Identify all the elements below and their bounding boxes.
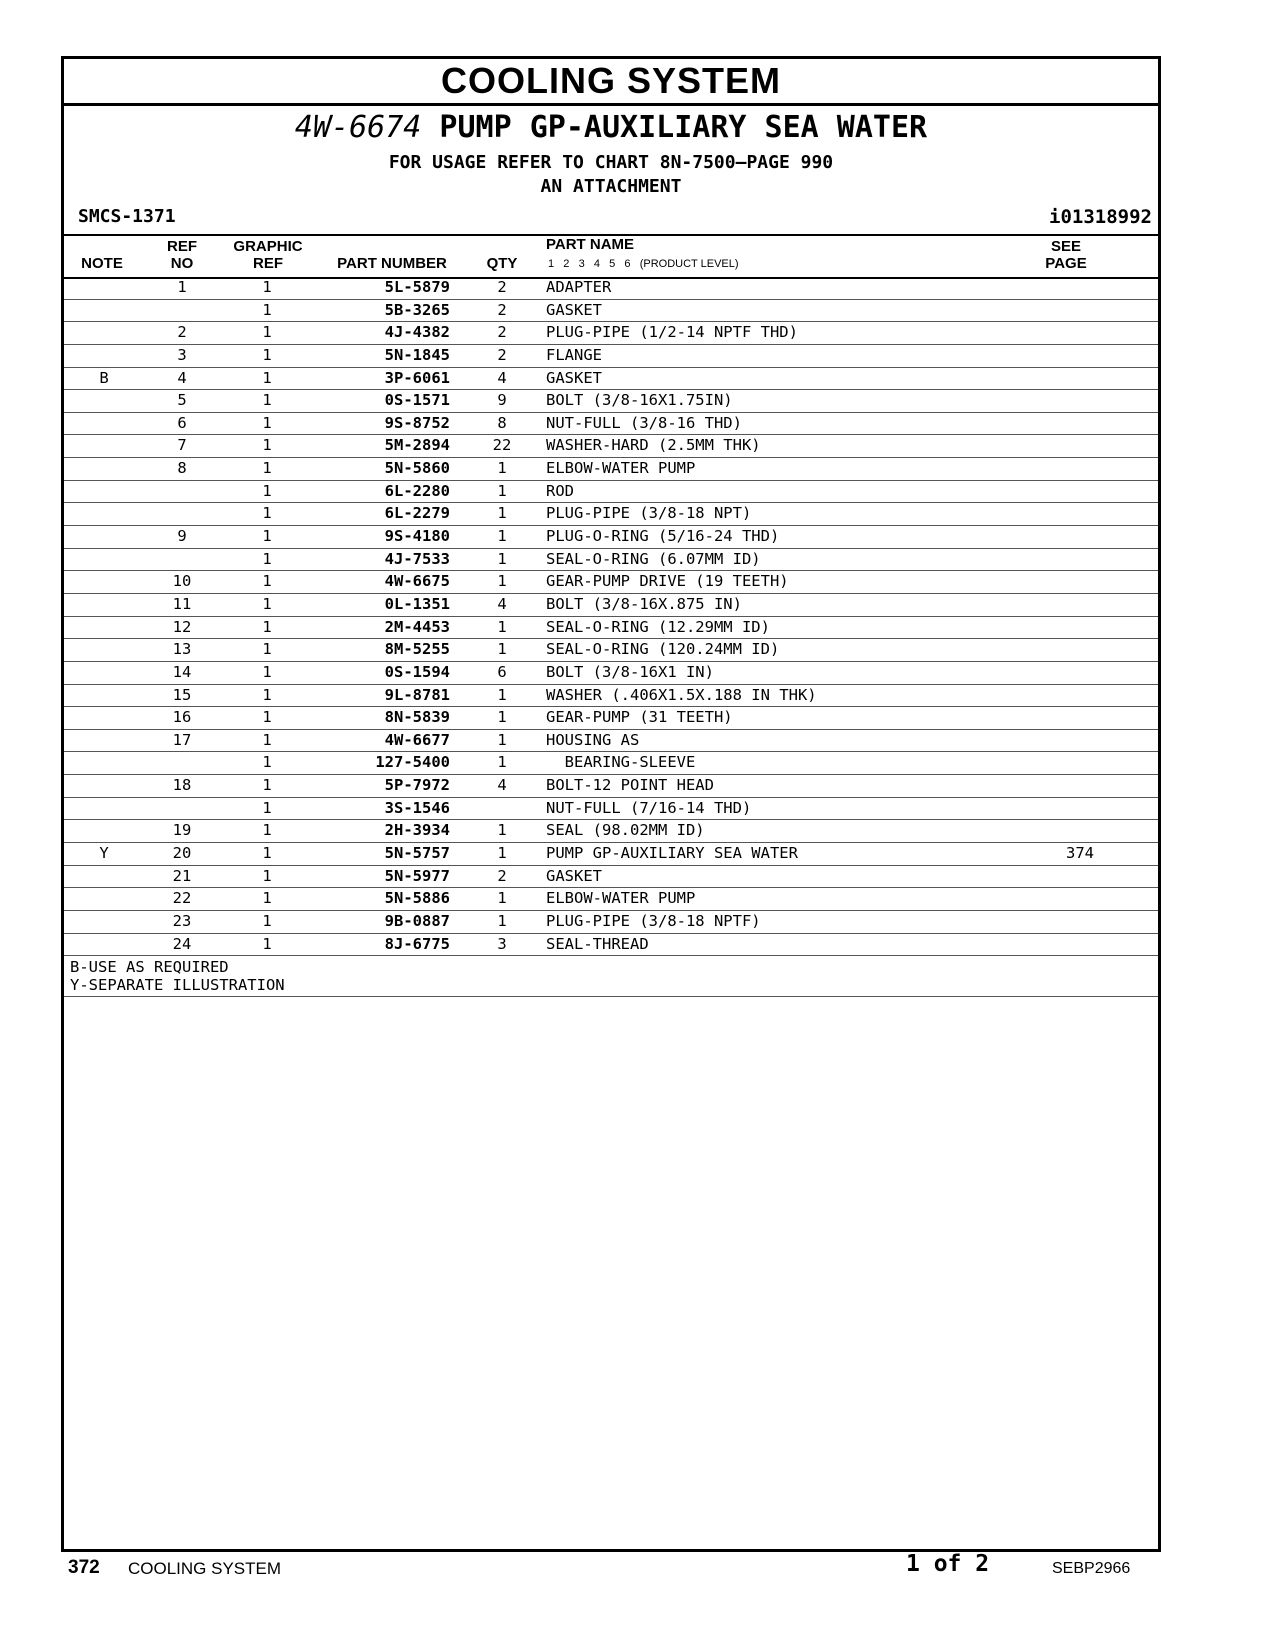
table-row xyxy=(64,413,1158,436)
cell-name: SEAL-THREAD xyxy=(546,934,649,953)
cell-graphic: 1 xyxy=(262,300,272,319)
group-title xyxy=(64,111,1158,145)
group-name: PUMP GP-AUXILIARY SEA WATER xyxy=(439,110,928,145)
cell-graphic: 1 xyxy=(262,776,272,795)
cell-qty: 2 xyxy=(497,323,507,342)
document-id: SEBP2966 xyxy=(1052,1560,1131,1577)
cell-graphic: 1 xyxy=(262,413,272,432)
cell-qty: 3 xyxy=(497,934,507,953)
cell-name: SEAL-O-RING (120.24MM ID) xyxy=(546,640,780,659)
cell-ref: 19 xyxy=(172,821,192,840)
cell-qty: 1 xyxy=(497,911,507,930)
table-row xyxy=(64,707,1158,730)
cell-qty: 1 xyxy=(497,572,507,591)
cell-part-number: 4J-7533 xyxy=(384,549,450,568)
table-row xyxy=(64,526,1158,549)
cell-ref: 20 xyxy=(172,844,192,863)
cell-name: ELBOW-WATER PUMP xyxy=(546,889,696,908)
cell-ref: 21 xyxy=(172,866,192,885)
cell-name: PLUG-PIPE (1/2-14 NPTF THD) xyxy=(546,323,798,342)
cell-ref: 22 xyxy=(172,889,192,908)
cell-part-number: 127-5400 xyxy=(375,753,450,772)
cell-name: PLUG-O-RING (5/16-24 THD) xyxy=(546,527,780,546)
cell-qty: 2 xyxy=(497,866,507,885)
page-frame xyxy=(61,56,1161,1552)
page-number: 372 xyxy=(68,1557,100,1578)
cell-name: GASKET xyxy=(546,368,602,387)
cell-graphic: 1 xyxy=(262,662,272,681)
col-note: NOTE xyxy=(81,255,123,272)
cell-qty: 4 xyxy=(497,776,507,795)
col-part-name: PART NAME xyxy=(546,236,635,253)
cell-graphic: 1 xyxy=(262,572,272,591)
cell-part-number: 5L-5879 xyxy=(384,278,450,296)
table-row xyxy=(64,866,1158,889)
cell-ref: 7 xyxy=(177,436,187,455)
cell-graphic: 1 xyxy=(262,844,272,863)
cell-name: PUMP GP-AUXILIARY SEA WATER xyxy=(546,844,798,863)
parts-table-body xyxy=(64,277,1158,997)
cell-qty: 1 xyxy=(497,617,507,636)
note-line: B-USE AS REQUIRED xyxy=(70,958,229,977)
cell-graphic: 1 xyxy=(262,934,272,953)
cell-part-number: 9B-0887 xyxy=(384,911,450,930)
cell-graphic: 1 xyxy=(262,391,272,410)
cell-graphic: 1 xyxy=(262,594,272,613)
col-see-line1: SEE xyxy=(1050,238,1081,255)
cell-name: GASKET xyxy=(546,866,602,885)
table-row xyxy=(64,934,1158,957)
cell-note: B xyxy=(99,368,109,387)
cell-part-number: 5N-5860 xyxy=(384,459,450,478)
cell-graphic: 1 xyxy=(262,481,272,500)
cell-part-number: 8N-5839 xyxy=(384,708,450,727)
table-row xyxy=(64,322,1158,345)
cell-name: GASKET xyxy=(546,300,602,319)
cell-ref: 6 xyxy=(177,413,187,432)
table-row xyxy=(64,368,1158,391)
cell-graphic: 1 xyxy=(262,436,272,455)
table-row xyxy=(64,277,1158,300)
cell-graphic: 1 xyxy=(262,527,272,546)
table-row xyxy=(64,435,1158,458)
cell-part-number: 5N-5977 xyxy=(384,866,450,885)
cell-qty: 4 xyxy=(497,368,507,387)
cell-qty: 1 xyxy=(497,889,507,908)
col-product-levels: 1 2 3 4 5 6 (PRODUCT LEVEL) xyxy=(548,258,739,270)
table-row xyxy=(64,639,1158,662)
col-graphic-line1: GRAPHIC xyxy=(233,238,303,255)
cell-name: NUT-FULL (7/16-14 THD) xyxy=(546,798,752,817)
table-row xyxy=(64,571,1158,594)
sheet-indicator: 1 of 2 xyxy=(906,1551,990,1577)
cell-graphic: 1 xyxy=(262,708,272,727)
illustration-id: i01318992 xyxy=(1049,206,1152,228)
cell-part-number: 5N-5886 xyxy=(384,889,450,908)
cell-graphic: 1 xyxy=(262,730,272,749)
table-row xyxy=(64,390,1158,413)
cell-part-number: 3P-6061 xyxy=(384,368,450,387)
cell-name: PLUG-PIPE (3/8-18 NPT) xyxy=(546,504,752,523)
cell-part-number: 8M-5255 xyxy=(384,640,450,659)
table-row xyxy=(64,775,1158,798)
cell-part-number: 5N-5757 xyxy=(384,844,450,863)
cell-part-number: 5B-3265 xyxy=(384,300,450,319)
cell-qty: 1 xyxy=(497,753,507,772)
cell-qty: 1 xyxy=(497,708,507,727)
cell-name: SEAL-O-RING (12.29MM ID) xyxy=(546,617,770,636)
cell-ref: 15 xyxy=(172,685,192,704)
cell-qty: 4 xyxy=(497,594,507,613)
table-row xyxy=(64,730,1158,753)
table-header xyxy=(64,234,1158,279)
cell-ref: 18 xyxy=(172,776,192,795)
cell-name: BOLT (3/8-16X1.75IN) xyxy=(546,391,733,410)
cell-part-number: 9S-8752 xyxy=(384,413,450,432)
cell-part-number: 6L-2279 xyxy=(384,504,450,523)
usage-reference: FOR USAGE REFER TO CHART 8N-7500—PAGE 990 xyxy=(388,152,834,173)
cell-name: BEARING-SLEEVE xyxy=(546,753,696,772)
cell-ref: 4 xyxy=(177,368,187,387)
cell-part-number: 5M-2894 xyxy=(384,436,450,455)
cell-part-number: 2M-4453 xyxy=(384,617,450,636)
cell-ref: 13 xyxy=(172,640,192,659)
cell-name: GEAR-PUMP (31 TEETH) xyxy=(546,708,733,727)
cell-part-number: 4J-4382 xyxy=(384,323,450,342)
table-row xyxy=(64,481,1158,504)
cell-name: HOUSING AS xyxy=(546,730,640,749)
col-ref-line1: REF xyxy=(167,238,197,255)
cell-graphic: 1 xyxy=(262,911,272,930)
cell-name: BOLT (3/8-16X.875 IN) xyxy=(546,594,742,613)
cell-ref: 14 xyxy=(172,662,192,681)
group-part-number: 4W-6674 xyxy=(294,110,422,145)
section-title: COOLING SYSTEM xyxy=(64,59,1158,106)
cell-part-number: 0S-1571 xyxy=(384,391,450,410)
cell-ref: 17 xyxy=(172,730,192,749)
cell-qty: 6 xyxy=(497,662,507,681)
cell-ref: 11 xyxy=(172,594,192,613)
cell-name: SEAL (98.02MM ID) xyxy=(546,821,705,840)
table-row xyxy=(64,503,1158,526)
table-row xyxy=(64,888,1158,911)
cell-qty: 1 xyxy=(497,640,507,659)
cell-ref: 10 xyxy=(172,572,192,591)
cell-qty: 8 xyxy=(497,413,507,432)
cell-graphic: 1 xyxy=(262,685,272,704)
cell-name: WASHER (.406X1.5X.188 IN THK) xyxy=(546,685,817,704)
cell-ref: 3 xyxy=(177,345,187,364)
table-row xyxy=(64,911,1158,934)
cell-name: SEAL-O-RING (6.07MM ID) xyxy=(546,549,761,568)
cell-qty: 1 xyxy=(497,527,507,546)
cell-ref: 24 xyxy=(172,934,192,953)
cell-graphic: 1 xyxy=(262,278,272,296)
table-row xyxy=(64,685,1158,708)
cell-name: WASHER-HARD (2.5MM THK) xyxy=(546,436,761,455)
cell-graphic: 1 xyxy=(262,323,272,342)
cell-ref: 9 xyxy=(177,527,187,546)
cell-qty: 1 xyxy=(497,549,507,568)
col-see-line2: PAGE xyxy=(1045,255,1087,272)
cell-graphic: 1 xyxy=(262,821,272,840)
col-qty: QTY xyxy=(486,255,518,272)
cell-qty: 1 xyxy=(497,504,507,523)
cell-name: GEAR-PUMP DRIVE (19 TEETH) xyxy=(546,572,789,591)
cell-ref: 16 xyxy=(172,708,192,727)
cell-name: PLUG-PIPE (3/8-18 NPTF) xyxy=(546,911,761,930)
table-row xyxy=(64,617,1158,640)
cell-qty: 1 xyxy=(497,821,507,840)
cell-ref: 23 xyxy=(172,911,192,930)
cell-qty: 2 xyxy=(497,278,507,296)
cell-name: ELBOW-WATER PUMP xyxy=(546,459,696,478)
cell-part-number: 6L-2280 xyxy=(384,481,450,500)
cell-part-number: 4W-6675 xyxy=(384,572,450,591)
cell-qty: 1 xyxy=(497,459,507,478)
footer-section: COOLING SYSTEM xyxy=(128,1559,282,1578)
note-line: Y-SEPARATE ILLUSTRATION xyxy=(70,976,285,995)
cell-part-number: 2H-3934 xyxy=(384,821,450,840)
cell-qty: 1 xyxy=(497,730,507,749)
table-row xyxy=(64,345,1158,368)
col-part-number: PART NUMBER xyxy=(337,255,447,272)
table-row xyxy=(64,662,1158,685)
smcs-code: SMCS-1371 xyxy=(78,206,176,227)
cell-name: NUT-FULL (3/8-16 THD) xyxy=(546,413,742,432)
cell-part-number: 5N-1845 xyxy=(384,345,450,364)
cell-name: ADAPTER xyxy=(546,278,612,296)
attachment-label: AN ATTACHMENT xyxy=(540,176,682,197)
cell-part-number: 5P-7972 xyxy=(384,776,450,795)
cell-part-number: 4W-6677 xyxy=(384,730,450,749)
table-row xyxy=(64,752,1158,775)
cell-name: BOLT (3/8-16X1 IN) xyxy=(546,662,714,681)
cell-part-number: 3S-1546 xyxy=(384,798,450,817)
cell-graphic: 1 xyxy=(262,617,272,636)
cell-graphic: 1 xyxy=(262,549,272,568)
cell-qty: 9 xyxy=(497,391,507,410)
cell-see: 374 xyxy=(1066,844,1094,863)
cell-ref: 8 xyxy=(177,459,187,478)
cell-graphic: 1 xyxy=(262,889,272,908)
col-ref-line2: NO xyxy=(170,255,194,272)
cell-qty: 1 xyxy=(497,844,507,863)
cell-part-number: 8J-6775 xyxy=(384,934,450,953)
col-graphic-line2: REF xyxy=(253,255,283,272)
table-row xyxy=(64,798,1158,821)
cell-qty: 22 xyxy=(492,436,512,455)
table-row xyxy=(64,458,1158,481)
cell-qty: 2 xyxy=(497,300,507,319)
cell-name: FLANGE xyxy=(546,345,602,364)
cell-ref: 5 xyxy=(177,391,187,410)
table-row xyxy=(64,300,1158,323)
cell-part-number: 9L-8781 xyxy=(384,685,450,704)
cell-graphic: 1 xyxy=(262,866,272,885)
cell-graphic: 1 xyxy=(262,459,272,478)
cell-part-number: 0S-1594 xyxy=(384,662,450,681)
table-row xyxy=(64,549,1158,572)
cell-part-number: 9S-4180 xyxy=(384,527,450,546)
table-row xyxy=(64,594,1158,617)
cell-ref: 1 xyxy=(177,278,187,296)
cell-graphic: 1 xyxy=(262,640,272,659)
table-row xyxy=(64,820,1158,843)
table-row xyxy=(64,843,1158,866)
cell-name: BOLT-12 POINT HEAD xyxy=(546,776,714,795)
cell-ref: 12 xyxy=(172,617,192,636)
cell-graphic: 1 xyxy=(262,504,272,523)
cell-note: Y xyxy=(99,844,109,863)
cell-qty: 1 xyxy=(497,481,507,500)
cell-ref: 2 xyxy=(177,323,187,342)
cell-graphic: 1 xyxy=(262,798,272,817)
cell-name: ROD xyxy=(546,481,574,500)
notes-block xyxy=(64,956,1158,997)
cell-part-number: 0L-1351 xyxy=(384,594,450,613)
cell-graphic: 1 xyxy=(262,753,272,772)
cell-qty: 1 xyxy=(497,685,507,704)
cell-graphic: 1 xyxy=(262,345,272,364)
cell-graphic: 1 xyxy=(262,368,272,387)
cell-qty: 2 xyxy=(497,345,507,364)
